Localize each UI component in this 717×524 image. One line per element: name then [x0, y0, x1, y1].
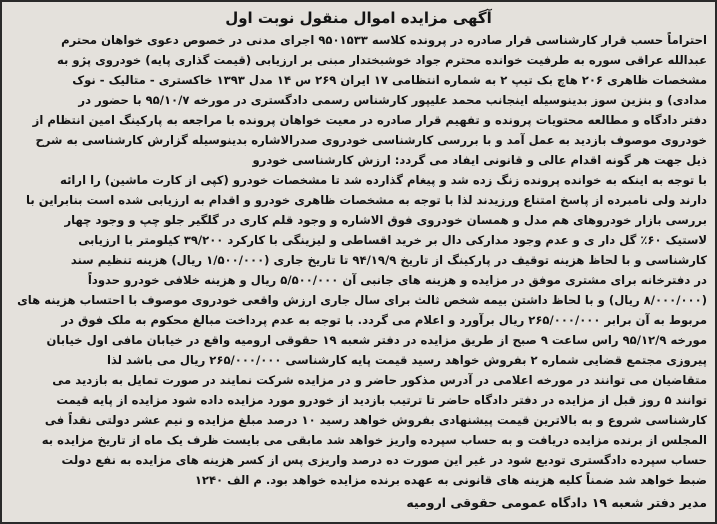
notice-line: ذیل جهت هر گونه اقدام عالی و قانونی ایفاد می گردد: ارزش کارشناسی خودرو	[252, 153, 707, 167]
notice-line: مدادی) و بنزین سوز بدینوسیله اینجانب محمد علیپور کارشناس رسمی دادگستری در مورخه ۹۵/۱۰/۷ با حضور در	[78, 93, 707, 107]
notice-signature: مدیر دفتر شعبه ۱۹ دادگاه عمومی حقوقی ارومیه	[406, 495, 707, 510]
notice-line: در دفترخانه برای مشتری موفق در مزایده و هزینه های جانبی آن ۵/۵۰۰/۰۰۰ ریال و هزینه خلافی خودرو حدوداً	[87, 273, 707, 287]
notice-line: حساب سپرده دادگستری تودیع شود در غیر این صورت ده درصد واریزی پس از کسر هزینه های مزایده به نفع دولت	[61, 453, 707, 467]
notice-line: پیروزی مجتمع قضایی شماره ۲ بفروش خواهد رسید قیمت پایه کارشناسی ۲۶۵/۰۰۰/۰۰۰ ریال می باشد لذا	[106, 353, 707, 367]
notice-line: مربوط به آن برابر ۲۶۵/۰۰۰/۰۰۰ ریال برآورد و اعلام می گردد. با توجه به عدم پرداخت مبالغ محکوم به ملک فوق در	[61, 313, 707, 327]
notice-body	[10, 30, 707, 490]
notice-line: کارشناسی و با لحاظ هزینه توقیف در پارکینگ از تاریخ ۹۴/۱۹/۹ تا تاریخ جاری (۱/۵۰۰/۰۰۰ ریال) هزینه تنظیم سند	[70, 253, 707, 267]
notice-line: احتراماً حسب قرار کارشناسی قرار صادره در پرونده کلاسه ۹۵۰۱۵۳۳ اجرای مدنی در خصوص دعوی خواهان محترم	[61, 33, 707, 47]
notice-title: آگهی مزایده اموال منقول نوبت اول	[225, 9, 492, 27]
notice-line: (۸/۰۰۰/۰۰۰ ریال) و با لحاظ داشتن بیمه شخص ثالث برای سال جاری ارزش واقعی خودروی موصوف با احتساب هزینه های	[17, 293, 707, 307]
notice-line: ضبط خواهد شد ضمناً کلیه هزینه های قانونی به عهده برنده مزایده خواهد بود. م الف ۱۲۴۰	[194, 473, 707, 487]
notice-line: مورخه ۹۵/۱۲/۹ راس ساعت ۹ صبح از طریق مزایده در دفتر شعبه ۱۹ حقوقی ارومیه واقع در خیابان مافی اول خیابان	[46, 333, 707, 347]
notice-line: با توجه به اینکه به خوانده پرونده زنگ زده شد و پیغام گذارده شد تا مشخصات خودرو (کپی از کارت ماشین) را ارائه	[60, 173, 707, 187]
notice-line: لاستیک ۶۰٪ گل دار ی و عدم وجود مدارکی دال بر خرید اقساطی و لیزینگی با کارکرد ۳۹/۲۰۰ کیلومتر با ارزیابی	[78, 233, 707, 247]
notice-line: دارند ولی نامبرده از پاسخ امتناع ورزیدند لذا با توجه به مشخصات ظاهری خودرو و اقدام به ارزیابی شده است بنابراین با	[26, 193, 707, 207]
notice-line: توانند ۵ روز قبل از مزایده در دفتر دادگاه حاضر تا ترتیب بازدید از خودرو مورد مزایده داده شود مزایده از پایه قیمت	[56, 393, 707, 407]
notice-line: متقاضیان می توانند در مورخه اعلامی در آدرس مذکور حاضر و در مزایده شرکت نمایند در صورت تمایل به بازدید می	[52, 373, 707, 387]
notice-line: بررسی بازار خودروهای هم مدل و همسان خودروی فوق الاشاره و وجود قلم کاری در گلگیر جلو چپ و وجود چهار	[64, 213, 707, 227]
notice-line: مشخصات ظاهری ۲۰۶ هاچ بک تیپ ۲ به شماره انتظامی ۱۷ ایران ۲۶۹ س ۱۴ مدل ۱۳۹۳ خاکستری - متالیک - نوک	[72, 73, 707, 87]
notice-line: المجلس از برنده مزایده دریافت و به حساب سپرده واریز خواهد شد مابقی می بایست ظرف یک ماه از تاریخ مزایده به	[41, 433, 707, 447]
notice-line: دفتر دادگاه و مطالعه محتویات پرونده و تفهیم قرار صادره در معیت خواهان پرونده با مراجعه به پارکینگ امین انتظام از	[32, 113, 707, 127]
notice-line: کارشناسی شروع و به بالاترین قیمت پیشنهادی بفروش خواهد رسید ۱۰ درصد مبلغ مزایده و نیم عشر دولتی نقداً فی	[44, 413, 707, 427]
notice-line: عبدالله عراقی سوره به طرفیت خوانده محترم جواد خوشبختدار مبنی بر ارزیابی (قیمت گذاری پایه) خودروی پژو به	[56, 53, 707, 67]
notice-line: خودروی موصوف بازدید به عمل آمد و با بررسی کارشناسی خودروی صدرالاشاره بدینوسیله گزارش کارشناسی به شرح	[35, 133, 707, 147]
